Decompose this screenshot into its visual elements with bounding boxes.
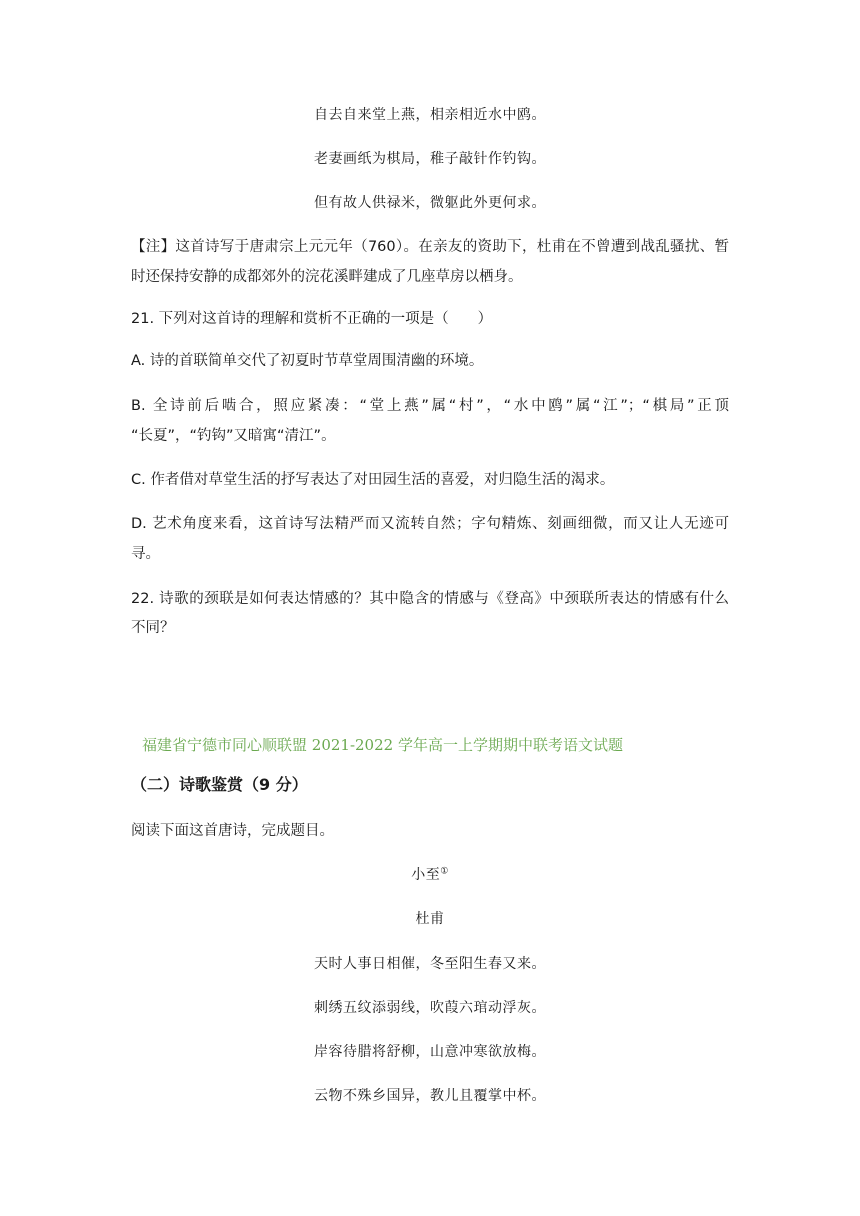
poem2-line-3: 岸容待腊将舒柳，山意冲寒欲放梅。	[314, 1044, 546, 1060]
poem2-author: 杜甫	[415, 911, 445, 927]
question-22-line-2: 不同？	[131, 620, 175, 636]
poem2-line-1: 天时人事日相催，冬至阳生春又来。	[314, 956, 546, 972]
question-21-option-d-line-2: 寻。	[131, 546, 160, 562]
poem1-line-3: 但有故人供禄米，微躯此外更何求。	[314, 195, 546, 211]
question-21-option-a: A. 诗的首联简单交代了初夏时节草堂周围清幽的环境。	[131, 353, 484, 369]
question-21-option-c: C. 作者借对草堂生活的抒写表达了对田园生活的喜爱，对归隐生活的渴求。	[131, 472, 615, 488]
question-21-option-b-line-1: B. 全诗前后啮合，照应紧凑：“堂上燕”属“村”，“水中鸥”属“江”；“棋局”正顶	[131, 398, 729, 414]
poem1-line-2: 老妻画纸为棋局，稚子敲针作钓钩。	[314, 151, 546, 167]
poem1-line-1: 自去自来堂上燕，相亲相近水中鸥。	[314, 107, 546, 123]
question-21-option-d-line-1: D. 艺术角度来看，这首诗写法精严而又流转自然；字句精炼、刻画细微，而又让人无迹可	[131, 516, 729, 532]
section-heading: （二）诗歌鉴赏（9 分）	[131, 775, 308, 794]
poem2-line-2: 刺绣五纹添弱线，吹葭六琯动浮灰。	[314, 1000, 546, 1016]
note-line-1: 【注】这首诗写于唐肃宗上元元年（760）。在亲友的资助下，杜甫在不曾遭到战乱骚扰、暂	[131, 239, 729, 255]
note-line-2: 时还保持安静的成都郊外的浣花溪畔建成了几座草房以栖身。	[131, 269, 523, 285]
question-21-stem: 21. 下列对这首诗的理解和赏析不正确的一项是（ ）	[131, 311, 493, 327]
question-22-line-1: 22. 诗歌的颈联是如何表达情感的？其中隐含的情感与《登高》中颈联所表达的情感有什么	[131, 591, 729, 607]
poem2-title-text: 小至	[411, 867, 441, 883]
source-citation: 福建省宁德市同心顺联盟 2021-2022 学年高一上学期期中联考语文试题	[142, 736, 623, 754]
footnote-mark: ①	[440, 866, 449, 877]
question-21-option-b-line-2: “长夏”，“钓钩”又暗寓“清江”。	[131, 428, 336, 444]
reading-instruction: 阅读下面这首唐诗，完成题目。	[131, 823, 334, 839]
poem2-line-4: 云物不殊乡国异，教儿且覆掌中杯。	[314, 1088, 546, 1104]
poem2-title	[0, 864, 860, 886]
